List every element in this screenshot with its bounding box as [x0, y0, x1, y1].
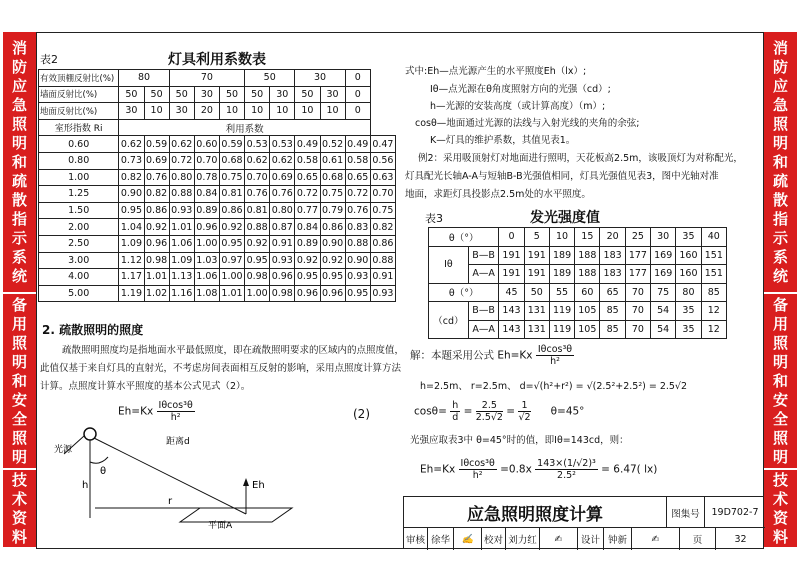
sidebar-section-technical: 技术资料 — [3, 470, 36, 549]
table-row — [429, 283, 727, 302]
table-cell: 0.95 — [345, 285, 370, 302]
table-cell: 0.59 — [144, 136, 169, 153]
legend-line: Iθ—点光源在θ角度照射方向的光强（cd）; — [430, 84, 611, 95]
table-cell: 70 — [625, 302, 650, 321]
table-cell: 0.95 — [320, 269, 345, 286]
table-cell: 20 — [194, 103, 219, 120]
table-cell: 189 — [549, 246, 574, 265]
drawing-title: 应急照明照度计算 — [404, 497, 667, 528]
cos-formula: cosθ= $\frac{h}{d}$ = $\frac{2.5}{2.5√2}$ = $\frac{1}{√2}$ θ=45° — [414, 400, 585, 423]
table-cell: 0.95 — [295, 269, 320, 286]
table-cell: 25 — [625, 228, 650, 247]
table-cell: 0.95 — [245, 252, 270, 269]
table-cell: 0.88 — [245, 219, 270, 236]
designer-signature: ✍ — [632, 528, 680, 550]
table-cell: 0.80 — [169, 169, 194, 186]
checker-signature: ✍ — [540, 528, 578, 550]
sidebar-section-standby: 备用照明和安全照明 — [3, 294, 36, 470]
table-cell: 105 — [575, 302, 600, 321]
page-label: 页 — [680, 528, 716, 550]
table-cell: 0.60 — [39, 136, 119, 153]
table-cell: 10 — [245, 103, 270, 120]
table-cell: 0.88 — [169, 186, 194, 203]
table-cell: 30 — [270, 86, 295, 103]
table-cell: 0.47 — [370, 136, 395, 153]
table-cell: 189 — [549, 265, 574, 284]
title-block — [403, 496, 764, 549]
table-cell: 0 — [345, 70, 370, 87]
table-cell: 0.96 — [144, 235, 169, 252]
table-cell: 1.25 — [39, 186, 119, 203]
table-cell: 0.98 — [270, 285, 295, 302]
table-cell: 1.50 — [39, 202, 119, 219]
table-cell: 0.89 — [194, 202, 219, 219]
table-cell: 0.93 — [345, 269, 370, 286]
final-formula: Eh=Kx $\frac{\text{Iθcos³θ}}{\text{h²}}$ =0.8x $\frac{\text{143×(1/√2)³}}{\text{2.5²}}$ = 6.47( lx) — [420, 458, 658, 481]
table-cell: 0.70 — [370, 186, 395, 203]
table-cell: 80 — [119, 70, 169, 87]
table-row — [39, 152, 396, 169]
table-cell: 131 — [524, 302, 549, 321]
table-cell: 0.87 — [270, 219, 295, 236]
table-cell: 50 — [119, 86, 144, 103]
table-cell: 119 — [549, 320, 574, 339]
table-cell: 119 — [549, 302, 574, 321]
row-header: Iθ — [429, 246, 469, 283]
table-cell: 0.56 — [370, 152, 395, 169]
table-cell: 10 — [219, 103, 244, 120]
table3-label: 表3 — [425, 212, 443, 225]
review-label: 审核 — [404, 528, 428, 550]
table-cell: 0.86 — [219, 202, 244, 219]
table-cell: 利用系数 — [119, 119, 370, 136]
table-cell: 0.68 — [219, 152, 244, 169]
solution-line: h=2.5m、 r=2.5m、 d=√(h²+r²) = √(2.5²+2.5²) = 2.5√2 — [420, 381, 688, 392]
table-cell: 1.00 — [194, 235, 219, 252]
table-cell: 0.96 — [270, 269, 295, 286]
right-sidebar — [764, 32, 797, 549]
table-cell: 50 — [245, 86, 270, 103]
axis-label: B—B — [468, 246, 499, 265]
table-cell: 12 — [701, 302, 726, 321]
table-cell: 10 — [295, 103, 320, 120]
table-cell: 0.76 — [245, 186, 270, 203]
table-cell: 0.76 — [270, 186, 295, 203]
table-cell: 1.19 — [119, 285, 144, 302]
table-row — [39, 103, 396, 120]
label-plane: 平面A — [208, 521, 233, 530]
sidebar-section-evacuation: 消防应急照明和疏散指示系统 — [3, 32, 36, 294]
table-cell: 0.76 — [144, 169, 169, 186]
sidebar-section-technical: 技术资料 — [764, 470, 797, 549]
table-cell: 1.00 — [39, 169, 119, 186]
table-cell: 0.70 — [194, 152, 219, 169]
row-header: 室形指数 Ri — [39, 119, 119, 136]
table-cell: 0.49 — [295, 136, 320, 153]
row-header: 有效顶棚反射比(%) — [39, 70, 119, 87]
table-cell: 0.81 — [219, 186, 244, 203]
check-label: 校对 — [482, 528, 506, 550]
table-cell: 0.77 — [295, 202, 320, 219]
legend-line: 式中:Eh—点光源产生的水平照度Eh（lx）; — [405, 66, 587, 77]
designer-name: 钟新 — [604, 528, 632, 550]
table-cell: 70 — [169, 70, 244, 87]
table-cell: 191 — [499, 246, 524, 265]
table-cell: 0.73 — [119, 152, 144, 169]
table-cell: 1.13 — [169, 269, 194, 286]
table-cell: 70 — [625, 320, 650, 339]
luminous-intensity-table — [428, 227, 727, 339]
table-row — [39, 252, 396, 269]
table-cell: 0.91 — [370, 269, 395, 286]
page-number: 32 — [734, 533, 747, 545]
table-cell: 0.72 — [169, 152, 194, 169]
row-header: θ（°） — [429, 228, 499, 247]
table-cell: 0.90 — [345, 252, 370, 269]
table-cell: 0.95 — [119, 202, 144, 219]
table-cell: 1.00 — [245, 285, 270, 302]
table-cell: 4.00 — [39, 269, 119, 286]
table-cell: 0.62 — [169, 136, 194, 153]
table-cell: 1.06 — [169, 235, 194, 252]
table-cell: 0.70 — [245, 169, 270, 186]
table-cell: 160 — [676, 265, 701, 284]
table-row — [39, 86, 396, 103]
table-cell: 54 — [651, 320, 676, 339]
table-cell: 30 — [295, 70, 345, 87]
table-cell: 0.61 — [320, 152, 345, 169]
table-cell: 183 — [600, 246, 625, 265]
table-row — [429, 265, 727, 284]
table-cell: 1.06 — [194, 269, 219, 286]
formula-number: (2) — [353, 407, 370, 421]
table-cell: 0.92 — [219, 219, 244, 236]
table-cell: 12 — [701, 320, 726, 339]
table-cell: 0.72 — [295, 186, 320, 203]
table-cell: 0.96 — [295, 285, 320, 302]
atlas-number: 19D702-7 — [711, 507, 759, 518]
table-cell: 151 — [701, 246, 726, 265]
table-cell: 1.12 — [119, 252, 144, 269]
table-cell: 2.50 — [39, 235, 119, 252]
table-cell: 0.59 — [219, 136, 244, 153]
reviewer-name: 徐华 — [428, 528, 454, 550]
table-cell: 10 — [270, 103, 295, 120]
table-row — [429, 228, 727, 247]
table2-label: 表2 — [40, 53, 58, 66]
table-cell: 50 — [169, 86, 194, 103]
table-row — [39, 235, 396, 252]
table3-title: 发光强度值 — [530, 210, 600, 226]
table-cell: 30 — [119, 103, 144, 120]
table-cell: 35 — [676, 320, 701, 339]
section2-line: 计算。点照度计算水平照度的基本公式见式（2）。 — [40, 381, 251, 392]
label-eh: Eh — [252, 480, 265, 491]
table-cell: 0.62 — [270, 152, 295, 169]
table-cell: 0 — [345, 103, 370, 120]
table-cell: 50 — [524, 283, 549, 302]
table-row — [39, 70, 396, 87]
sidebar-section-evacuation: 消防应急照明和疏散指示系统 — [764, 32, 797, 294]
table-cell: 1.17 — [119, 269, 144, 286]
table-cell: 85 — [701, 283, 726, 302]
table-row — [39, 169, 396, 186]
table-cell: 0.82 — [144, 186, 169, 203]
table-cell: 45 — [499, 283, 524, 302]
table-cell: 177 — [625, 246, 650, 265]
table-cell: 0 — [499, 228, 524, 247]
table-cell: 0.92 — [245, 235, 270, 252]
table-cell: 60 — [575, 283, 600, 302]
design-label: 设计 — [578, 528, 604, 550]
table-cell: 1.16 — [169, 285, 194, 302]
table-cell: 183 — [600, 265, 625, 284]
table-cell: 15 — [575, 228, 600, 247]
table-row — [39, 219, 396, 236]
table-cell: 10 — [144, 103, 169, 120]
left-sidebar — [3, 32, 36, 549]
atlas-label: 图集号 — [667, 497, 705, 528]
row-header: 墙面反射比(%) — [39, 86, 119, 103]
table-cell: 0.65 — [345, 169, 370, 186]
example-line: 地面，求距灯具投影点2.5m处的水平照度。 — [405, 189, 591, 200]
table-cell: 0.90 — [320, 235, 345, 252]
table-cell: 50 — [219, 86, 244, 103]
table-cell: 30 — [320, 86, 345, 103]
table-cell: 0.88 — [345, 235, 370, 252]
table-cell: 0.76 — [345, 202, 370, 219]
table-cell: 191 — [524, 246, 549, 265]
table-cell: 0.82 — [119, 169, 144, 186]
illumination-diagram — [40, 422, 300, 530]
table-cell: 54 — [651, 302, 676, 321]
table-row — [39, 136, 396, 153]
utilization-table — [38, 69, 396, 302]
label-h: h — [82, 480, 89, 491]
title-row — [404, 497, 765, 528]
reviewer-signature: ✍ — [454, 528, 482, 550]
solution-line: 光强应取表3中 θ=45°时的值，即Iθ=143cd，则： — [410, 435, 629, 446]
table-cell: 1.02 — [144, 285, 169, 302]
table-row — [429, 320, 727, 339]
table-cell: 0.83 — [345, 219, 370, 236]
table-cell: 30 — [194, 86, 219, 103]
table-cell: 1.01 — [219, 285, 244, 302]
row-header: 地面反射比(%) — [39, 103, 119, 120]
table-cell: 0.75 — [219, 169, 244, 186]
table-cell: 191 — [524, 265, 549, 284]
legend-line: h—光源的安装高度（或计算高度）（m）; — [430, 101, 606, 112]
table-cell: 1.00 — [219, 269, 244, 286]
table-cell: 0.53 — [270, 136, 295, 153]
table-cell: 0.58 — [345, 152, 370, 169]
table-cell: 0.60 — [194, 136, 219, 153]
section2-line: 此值仅基于来自灯具的直射光，不考虑房间表面相互反射的影响，采用点照度计算方法 — [40, 363, 402, 374]
table-cell: 0.92 — [320, 252, 345, 269]
table-cell: 0.63 — [370, 169, 395, 186]
table-cell: 0.69 — [270, 169, 295, 186]
table-cell: 30 — [169, 103, 194, 120]
table-cell: 0.84 — [194, 186, 219, 203]
table-cell: 30 — [651, 228, 676, 247]
table-cell: 0.69 — [144, 152, 169, 169]
table-cell: 0.95 — [219, 235, 244, 252]
table-row — [39, 269, 396, 286]
table-cell: 0.88 — [370, 252, 395, 269]
table-cell: 40 — [701, 228, 726, 247]
table-cell: 0.62 — [119, 136, 144, 153]
table-cell: 0.92 — [295, 252, 320, 269]
table-cell: 0.58 — [295, 152, 320, 169]
table-row — [39, 202, 396, 219]
table-cell: 0.79 — [320, 202, 345, 219]
legend-line: K—灯具的维护系数，其值见表1。 — [430, 135, 576, 146]
table-cell: 0.98 — [245, 269, 270, 286]
table-cell: 191 — [499, 265, 524, 284]
table-cell: 35 — [676, 228, 701, 247]
table-cell: 160 — [676, 246, 701, 265]
table-cell: 0.98 — [144, 252, 169, 269]
table-cell: 20 — [600, 228, 625, 247]
table-cell: 75 — [651, 283, 676, 302]
table-cell: 0.72 — [345, 186, 370, 203]
table-cell: 0.89 — [295, 235, 320, 252]
table-cell: 0.93 — [370, 285, 395, 302]
table-cell: 1.03 — [194, 252, 219, 269]
table-cell: 5 — [524, 228, 549, 247]
table-cell: 1.04 — [119, 219, 144, 236]
row-header: θ（°） — [429, 283, 499, 302]
table-cell: 0.86 — [144, 202, 169, 219]
table-cell: 0.97 — [219, 252, 244, 269]
legend-line: cosθ—地面通过光源的法线与入射光线的夹角的余弦; — [415, 118, 640, 129]
table-cell: 50 — [295, 86, 320, 103]
checker-name: 刘力红 — [506, 528, 540, 550]
table-cell: 131 — [524, 320, 549, 339]
table-cell: 177 — [625, 265, 650, 284]
table-cell: 50 — [144, 86, 169, 103]
section2-line: 疏散照明照度均是指地面水平最低照度，即在疏散照明要求的区域内的点照度值， — [62, 345, 405, 356]
table-cell: 0.62 — [245, 152, 270, 169]
sidebar-section-standby: 备用照明和安全照明 — [764, 294, 797, 470]
table-cell: 5.00 — [39, 285, 119, 302]
table-cell: 85 — [600, 302, 625, 321]
table-cell: 188 — [575, 246, 600, 265]
table-cell: 0.78 — [194, 169, 219, 186]
table-row — [39, 285, 396, 302]
table-cell: 0.52 — [320, 136, 345, 153]
table-cell: 10 — [320, 103, 345, 120]
table-cell: 1.01 — [144, 269, 169, 286]
table-cell: 80 — [676, 283, 701, 302]
axis-label: A—A — [468, 265, 499, 284]
table-cell: 0.80 — [270, 202, 295, 219]
table-row — [39, 186, 396, 203]
example-line: 例2：采用吸顶射灯对地面进行照明，天花板高2.5m，该吸顶灯为对称配光， — [418, 153, 743, 164]
table-cell: 50 — [245, 70, 295, 87]
table-cell: 169 — [651, 246, 676, 265]
label-source: 光源 — [54, 445, 73, 455]
table-row — [429, 246, 727, 265]
table-cell: 0.75 — [370, 202, 395, 219]
table-cell: 3.00 — [39, 252, 119, 269]
axis-label: A—A — [468, 320, 499, 339]
label-theta: θ — [100, 466, 107, 477]
table-cell: 1.01 — [169, 219, 194, 236]
table-cell: 143 — [499, 320, 524, 339]
solution-intro: 解：本题采用公式 Eh=Kx $\frac{\text{Iθcos³θ}}{\text{h²}}$ — [410, 344, 573, 367]
example-line: 灯具配光长轴A-A与短轴B-B光强值相同，灯具光强值见表3，图中光轴对准 — [405, 171, 719, 182]
table2-title: 灯具利用系数表 — [168, 52, 266, 68]
table-cell: 0.68 — [320, 169, 345, 186]
table-cell: 1.09 — [119, 235, 144, 252]
row-header: （cd） — [429, 302, 469, 339]
table-cell: 1.08 — [194, 285, 219, 302]
section2-heading: 2. 疏散照明的照度 — [42, 323, 144, 337]
table-cell: 0.96 — [194, 219, 219, 236]
table-cell: 55 — [549, 283, 574, 302]
table-cell: 0.86 — [370, 235, 395, 252]
table-cell: 0.92 — [144, 219, 169, 236]
table-cell: 10 — [549, 228, 574, 247]
table-cell: 0.84 — [295, 219, 320, 236]
table-cell: 151 — [701, 265, 726, 284]
table-cell: 0.90 — [119, 186, 144, 203]
table-cell: 1.09 — [169, 252, 194, 269]
table-cell: 35 — [676, 302, 701, 321]
table-row — [39, 119, 396, 136]
table-cell: 169 — [651, 265, 676, 284]
table-cell: 85 — [600, 320, 625, 339]
table-cell: 0.93 — [169, 202, 194, 219]
table-cell: 0.75 — [320, 186, 345, 203]
table-cell: 65 — [600, 283, 625, 302]
table-cell: 0.82 — [370, 219, 395, 236]
table-cell: 0.86 — [320, 219, 345, 236]
label-r: r — [168, 496, 173, 507]
table-cell: 0.91 — [270, 235, 295, 252]
table-cell: 70 — [625, 283, 650, 302]
table-cell: 0.49 — [345, 136, 370, 153]
label-distance: 距离d — [166, 437, 190, 447]
table-row — [429, 302, 727, 321]
table-cell: 143 — [499, 302, 524, 321]
table-cell: 0.81 — [245, 202, 270, 219]
table-cell: 0.93 — [270, 252, 295, 269]
table-cell: 0.65 — [295, 169, 320, 186]
table-cell: 105 — [575, 320, 600, 339]
axis-label: B—B — [468, 302, 499, 321]
formula-2: Eh=Kx $\frac{\text{Iθcos³θ}}{\text{h²}}$ — [118, 400, 193, 423]
table-cell: 0.96 — [320, 285, 345, 302]
table-cell: 2.00 — [39, 219, 119, 236]
table-cell: 0.80 — [39, 152, 119, 169]
table-cell: 0.53 — [245, 136, 270, 153]
table-cell: 188 — [575, 265, 600, 284]
table-cell: 0 — [345, 86, 370, 103]
